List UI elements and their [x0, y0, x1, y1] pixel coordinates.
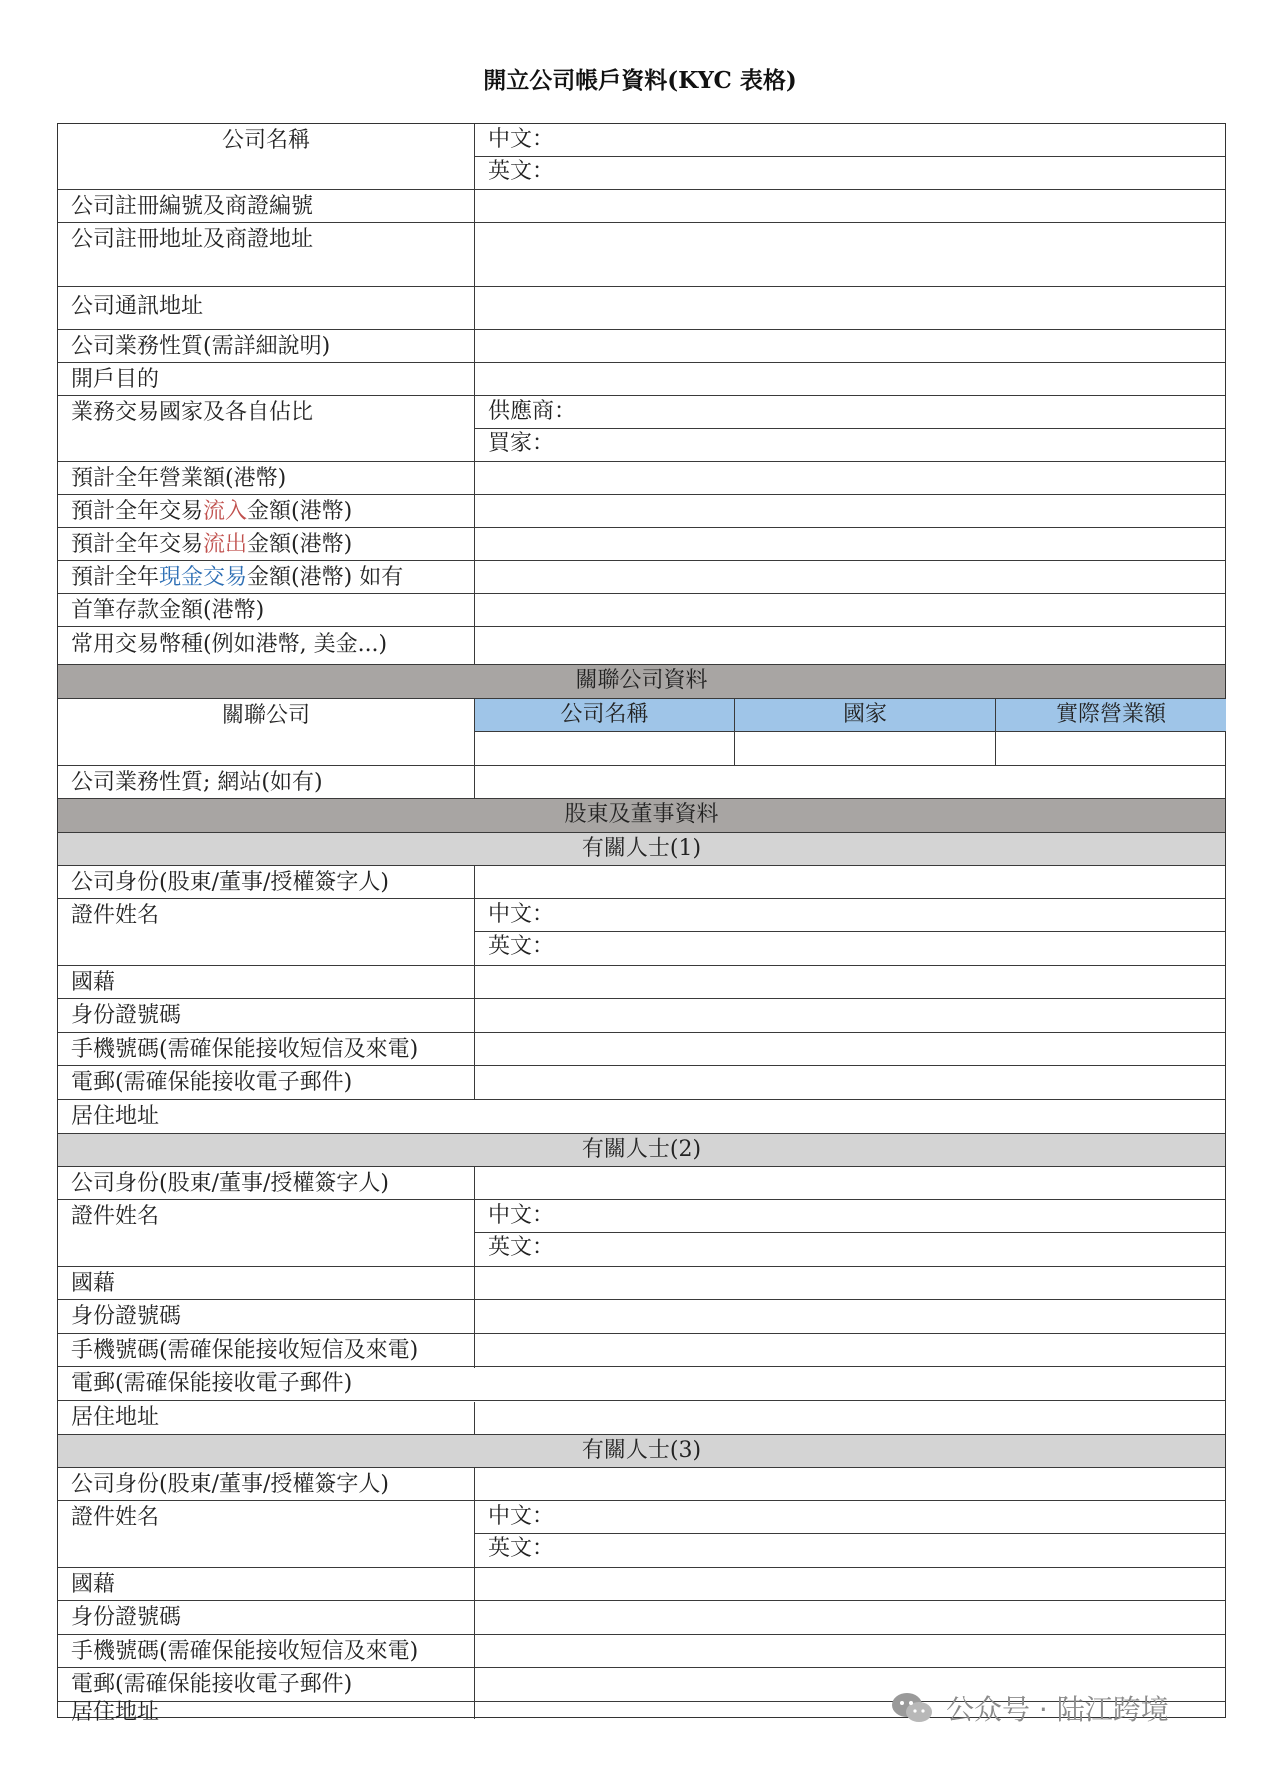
cash-highlight: 現金交易 [159, 565, 248, 590]
person-1-row-nationality [58, 966, 1225, 999]
section-title-shareholders: 股東及董事資料 [564, 802, 719, 827]
kyc-form-table [57, 123, 1226, 1725]
label-id-name: 證件姓名 [71, 1505, 160, 1530]
person-3-row-id-number [58, 1601, 1225, 1635]
label-role: 公司身份(股東/董事/授權簽字人) [71, 870, 389, 895]
person-1-row-mobile [58, 1033, 1225, 1066]
row-business-nature [58, 330, 1225, 363]
sub-label-chinese: 中文： [488, 902, 555, 927]
label-mobile: 手機號碼(需確保能接收短信及來電) [71, 1037, 419, 1062]
cell-related-name [475, 732, 735, 765]
footer-brand [890, 1688, 1169, 1728]
label-nationality: 國藉 [71, 1271, 116, 1296]
label-first-deposit: 首筆存款金額(港幣) [71, 598, 265, 623]
label-id-number: 身份證號碼 [71, 1605, 182, 1630]
row-annual-outflow [58, 528, 1225, 561]
inflow-prefix: 預計全年交易 [71, 499, 204, 524]
label-id-name: 證件姓名 [71, 903, 160, 928]
label-annual-cash [71, 564, 403, 592]
sub-label-chinese: 中文： [488, 127, 555, 152]
cash-suffix: 金額(港幣) 如有 [247, 565, 404, 590]
label-role: 公司身份(股東/董事/授權簽字人) [71, 1171, 389, 1196]
person-2-row-nationality [58, 1267, 1225, 1300]
row-account-purpose [58, 363, 1225, 396]
label-registration-number: 公司註冊編號及商證編號 [71, 194, 314, 219]
column-header-country: 國家 [735, 699, 996, 732]
sub-label-buyer: 買家： [488, 431, 555, 456]
row-currencies [58, 627, 1225, 665]
sub-label-english: 英文： [488, 934, 555, 959]
sub-label-english: 英文： [488, 1235, 555, 1260]
row-trade-countries [58, 396, 1225, 462]
person-3-row-mobile [58, 1635, 1225, 1668]
label-annual-outflow [71, 531, 352, 559]
label-business-nature: 公司業務性質(需詳細說明) [71, 334, 331, 359]
person-1-row-role [58, 866, 1225, 899]
label-nationality: 國藉 [71, 1572, 116, 1597]
label-mobile: 手機號碼(需確保能接收短信及來電) [71, 1338, 419, 1363]
person-2-row-residence [58, 1401, 1225, 1435]
outflow-suffix: 金額(港幣) [247, 532, 353, 557]
person-2-heading [58, 1134, 1225, 1167]
label-email: 電郵(需確保能接收電子郵件) [71, 1672, 353, 1697]
row-mailing-address [58, 287, 1225, 330]
label-id-number: 身份證號碼 [71, 1304, 182, 1329]
person-2-row-email [58, 1367, 1225, 1401]
person-2-row-mobile [58, 1334, 1225, 1367]
label-account-purpose: 開戶目的 [71, 367, 160, 392]
label-related-business-website: 公司業務性質; 網站(如有) [71, 770, 323, 795]
sub-divider [474, 1533, 1225, 1534]
cash-prefix: 預計全年 [71, 565, 160, 590]
outflow-prefix: 預計全年交易 [71, 532, 204, 557]
label-annual-inflow [71, 498, 352, 526]
label-company-name: 公司名稱 [221, 128, 310, 153]
person-2-heading-text: 有關人士(2) [581, 1137, 702, 1162]
row-company-name [58, 124, 1225, 190]
label-residence: 居住地址 [71, 1700, 160, 1725]
section-title-related: 關聯公司資料 [575, 668, 708, 693]
label-residence: 居住地址 [71, 1104, 160, 1129]
row-registration-number [58, 190, 1225, 223]
row-related-company [58, 699, 1225, 766]
person-3-row-id-name [58, 1501, 1225, 1568]
label-nationality: 國藉 [71, 970, 116, 995]
inflow-suffix: 金額(港幣) [247, 499, 353, 524]
column-header-turnover: 實際營業額 [996, 699, 1226, 732]
person-3-row-nationality [58, 1568, 1225, 1601]
row-related-business-website [58, 766, 1225, 799]
person-3-heading [58, 1435, 1225, 1468]
person-2-row-role [58, 1167, 1225, 1200]
label-trade-countries: 業務交易國家及各自佔比 [71, 400, 314, 425]
sub-divider [474, 1232, 1225, 1233]
document-title: 開立公司帳戶資料(KYC 表格) [483, 67, 797, 94]
label-residence: 居住地址 [71, 1405, 160, 1430]
sub-label-supplier: 供應商： [488, 399, 577, 424]
row-first-deposit [58, 594, 1225, 627]
label-id-number: 身份證號碼 [71, 1003, 182, 1028]
label-id-name: 證件姓名 [71, 1204, 160, 1229]
row-annual-inflow [58, 495, 1225, 528]
label-registered-address: 公司註冊地址及商證地址 [71, 227, 314, 252]
sub-divider [474, 156, 1225, 157]
section-related-company [58, 665, 1225, 699]
outflow-highlight: 流出 [203, 532, 248, 557]
label-role: 公司身份(股東/董事/授權簽字人) [71, 1472, 389, 1497]
person-1-heading-text: 有關人士(1) [581, 836, 702, 861]
footer-brand-text: 公众号 · 陆江跨境 [946, 1693, 1169, 1726]
person-1-row-id-number [58, 999, 1225, 1033]
person-3-row-role [58, 1468, 1225, 1501]
sub-divider [474, 428, 1225, 429]
person-2-row-id-name [58, 1200, 1225, 1267]
label-mobile: 手機號碼(需確保能接收短信及來電) [71, 1639, 419, 1664]
wechat-icon [890, 1690, 934, 1726]
label-email: 電郵(需確保能接收電子郵件) [71, 1070, 353, 1095]
inflow-highlight: 流入 [203, 499, 248, 524]
label-annual-turnover: 預計全年營業額(港幣) [71, 466, 287, 491]
label-mailing-address: 公司通訊地址 [71, 294, 204, 319]
sub-divider [474, 931, 1225, 932]
sub-label-english: 英文： [488, 1536, 555, 1561]
sub-label-chinese: 中文： [488, 1504, 555, 1529]
section-shareholders-directors [58, 799, 1225, 833]
person-1-row-email [58, 1066, 1225, 1100]
person-2-row-id-number [58, 1300, 1225, 1334]
sub-label-english: 英文： [488, 159, 555, 184]
label-related-company: 關聯公司 [221, 703, 310, 728]
row-annual-turnover [58, 462, 1225, 495]
row-annual-cash [58, 561, 1225, 594]
person-3-heading-text: 有關人士(3) [581, 1438, 702, 1463]
person-1-row-id-name [58, 899, 1225, 966]
sub-label-chinese: 中文： [488, 1203, 555, 1228]
cell-related-country [735, 732, 996, 765]
person-1-heading [58, 833, 1225, 866]
row-registered-address [58, 223, 1225, 287]
label-email: 電郵(需確保能接收電子郵件) [71, 1371, 353, 1396]
column-header-company-name: 公司名稱 [475, 699, 735, 732]
label-currencies: 常用交易幣種(例如港幣, 美金...) [71, 632, 388, 657]
person-1-row-residence [58, 1100, 1225, 1134]
